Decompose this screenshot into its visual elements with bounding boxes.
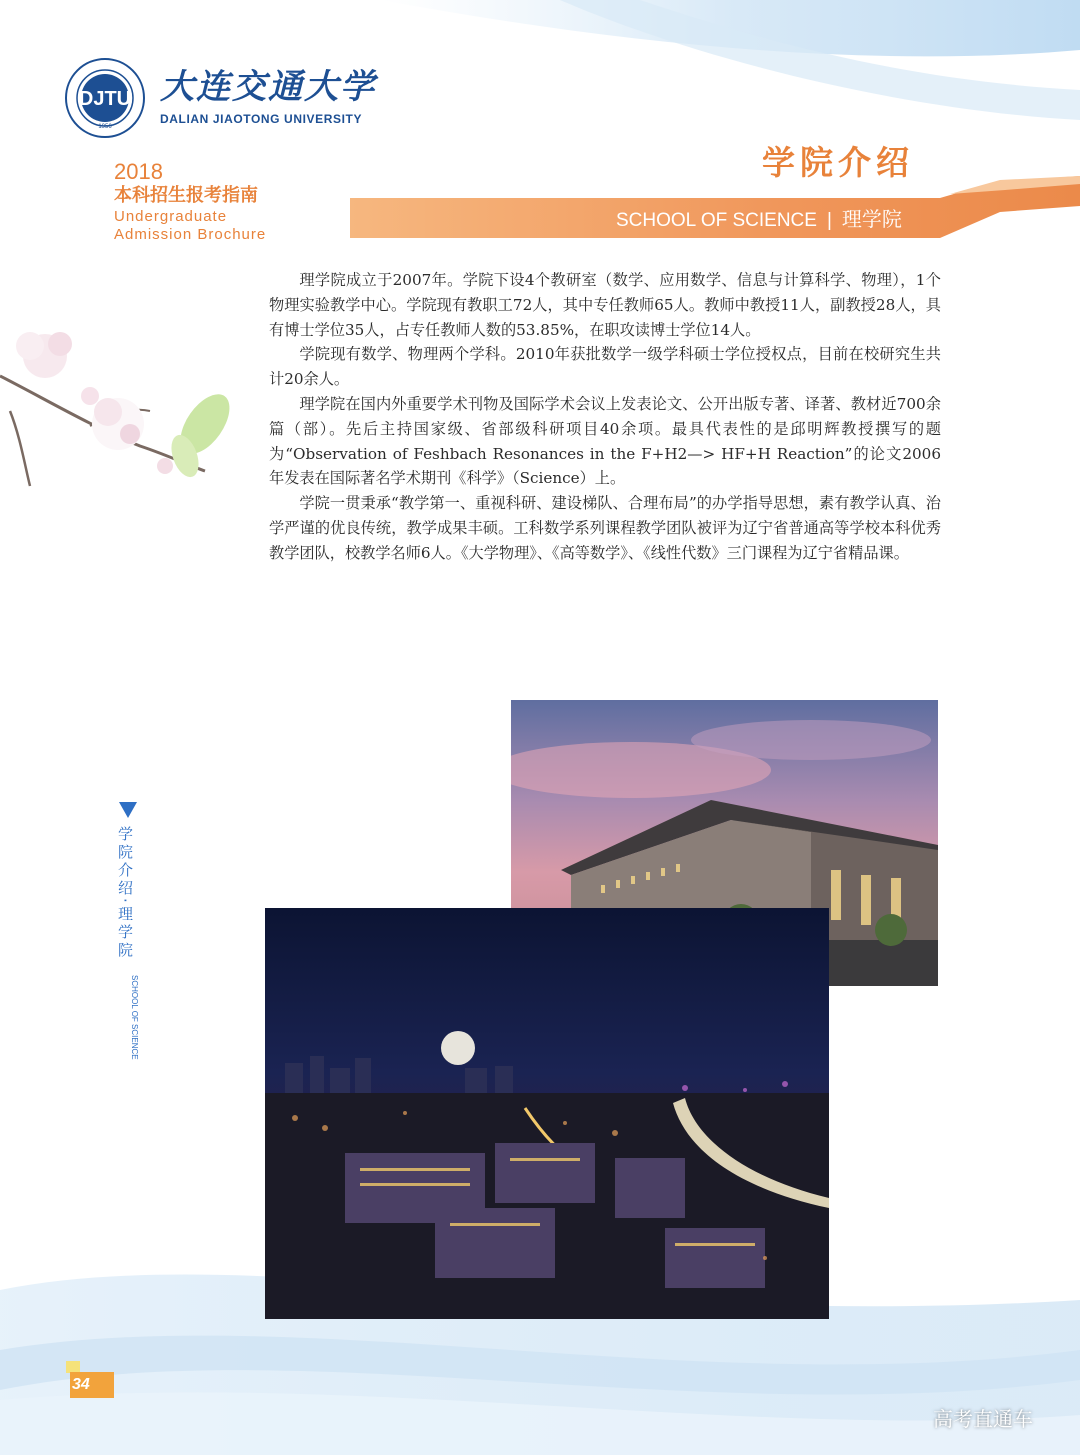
intro-paragraph: 学院一贯秉承“教学第一、重视科研、建设梯队、合理布局”的办学指导思想，素有教学认真、治学严谨的优良传统，教学成果丰硕。工科数学系列课程教学团队被评为辽宁省普通高等学校本科优秀教学团队，校教学名师6人。《大学物理》、《高等数学》、《线性代数》三门课程为辽宁省精品课。 — [269, 494, 941, 562]
university-name-cn: 大连交通大学 — [160, 67, 376, 107]
intro-paragraph: 学院现有数学、物理两个学科。2010年获批数学一级学科硕士学位授权点，目前在校研究生共计20余人。 — [269, 345, 941, 389]
banner-text — [616, 209, 902, 230]
flower-decoration — [0, 316, 240, 491]
brochure-title-cn: 本科招生报考指南 — [114, 185, 258, 206]
svg-text:DJTU: DJTU — [78, 88, 132, 110]
intro-paragraph: 理学院成立于2007年。学院下设4个教研室（数学、应用数学、信息与计算科学、物理），1个物理实验教学中心。学院现有教职工72人，其中专任教师65人。教师中教授11人，副教授28人，具有博士学位35人，占专任教师人数的53.85%，在职攻读博士学位14人。 — [269, 271, 941, 339]
school-introduction — [269, 268, 941, 566]
school-name-cn: 理学院 — [841, 207, 902, 231]
brochure-title-en-line1: Undergraduate — [114, 208, 228, 225]
intro-paragraph: 理学院在国内外重要学术刊物及国际学术会议上发表论文、公开出版专著、译著、教材近700余篇（部）。先后主持国家级、省部级科研项目40余项。最具代表性的是邱明辉教授撰写的题为“Observation of Feshbach Resonances in the F+H2—> HF+H Reaction”的论文2006年发表在国际著名学术期刊《科学》（Science）上。 — [269, 394, 941, 488]
brochure-title-en-line2: Admission Brochure — [114, 226, 267, 243]
section-title: 学院介绍 — [762, 143, 914, 182]
university-name-en: DALIAN JIAOTONG UNIVERSITY — [160, 112, 363, 126]
side-label-en: SCHOOL OF SCIENCE — [130, 975, 139, 1060]
university-seal-logo — [64, 57, 146, 139]
school-name-en: SCHOOL OF SCIENCE — [616, 210, 817, 231]
seal-year: 1956 — [98, 124, 112, 130]
brochure-year: 2018 — [114, 159, 163, 184]
side-label-cn: 学院介绍·理学院 — [116, 826, 134, 960]
banner-separator: | — [826, 210, 832, 231]
watermark-text: 高考直通车 — [933, 1407, 1033, 1431]
city-night-photo — [265, 908, 829, 1319]
page-number: 34 — [72, 1376, 90, 1393]
triangle-down-icon — [119, 802, 137, 818]
